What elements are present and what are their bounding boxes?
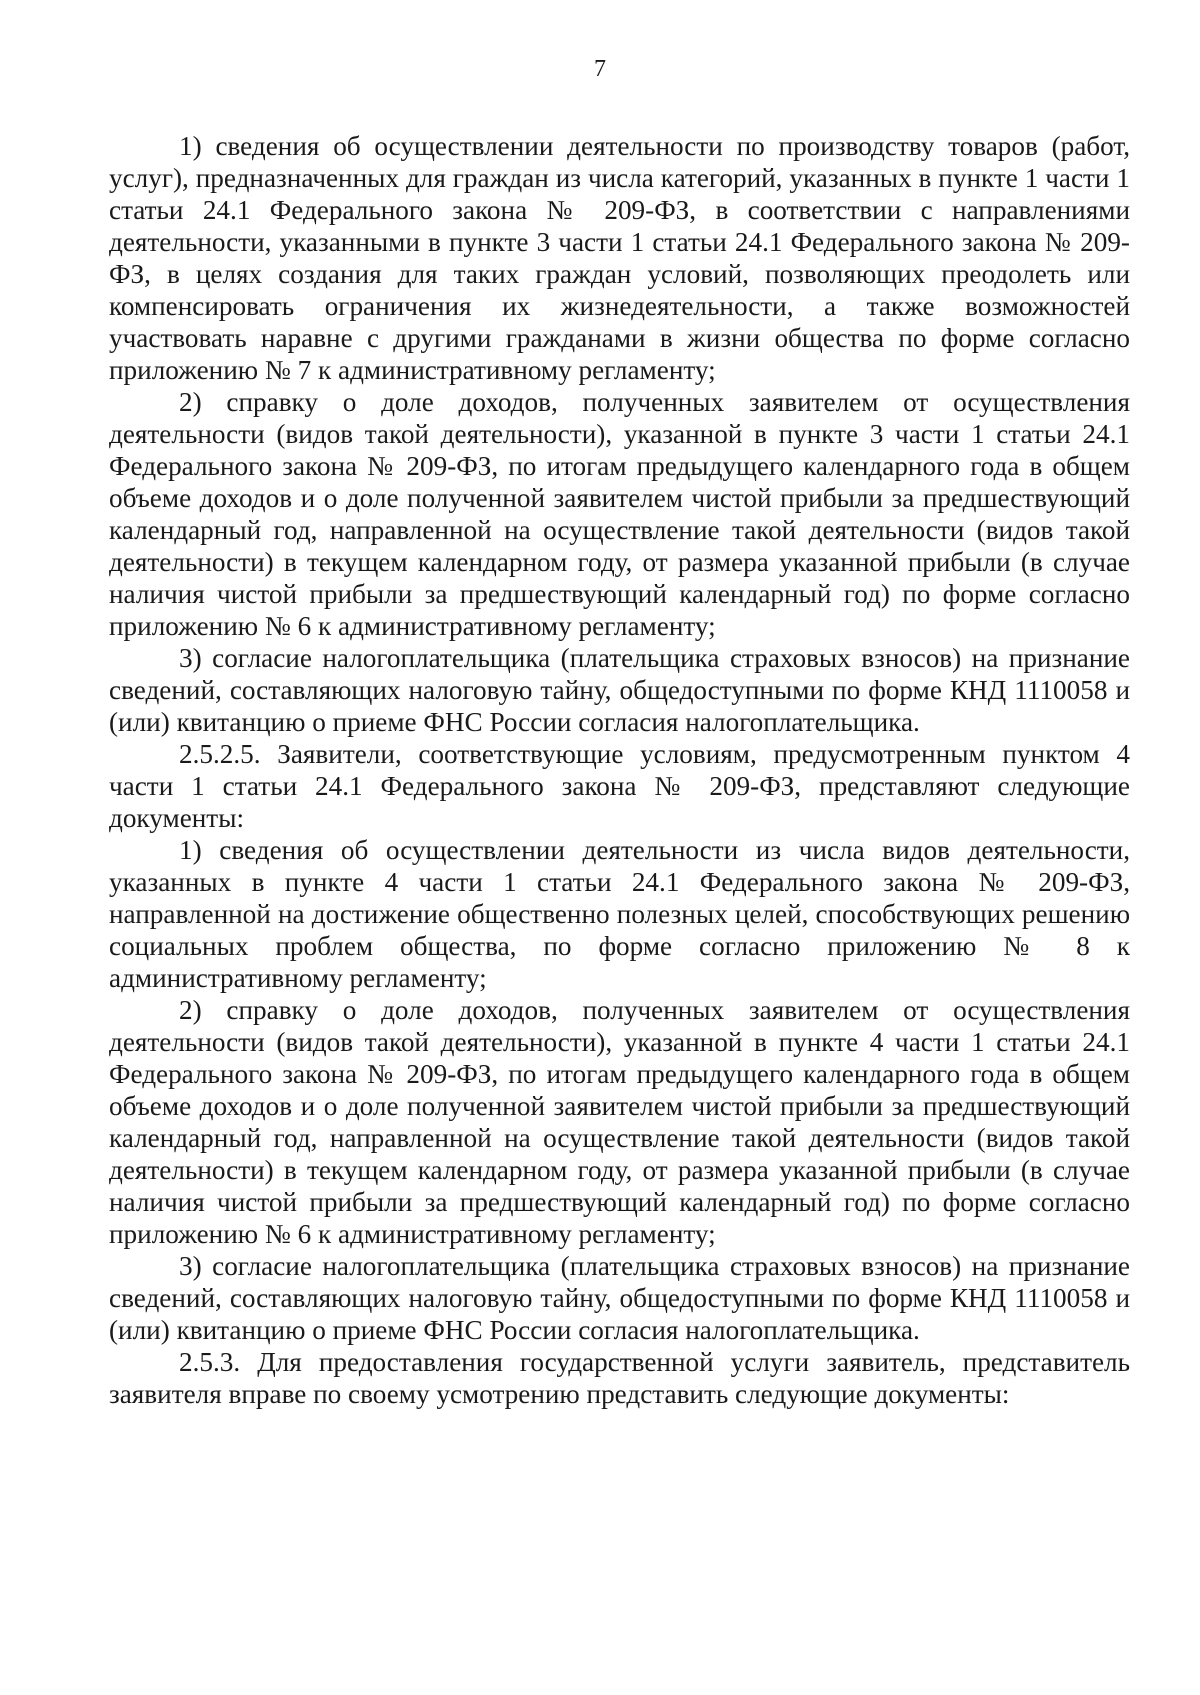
paragraph-section-2-5-3: 2.5.3. Для предоставления государственной услуги заявитель, представитель заявителя вправе по своему усмотрению представить следующие документы: bbox=[109, 1347, 1130, 1409]
paragraph-item-1-info-production: 1) сведения об осуществлении деятельности по производству товаров (работ, услуг), предназначенных для граждан из числа категорий, указанных в пункте 1 части 1 статьи 24.1 Федерального закона № 209-ФЗ, в соответствии с направлениями деятельности, указанными в пункте 3 части 1 статьи 24.1 Федерального закона № 209-ФЗ, в целях создания для таких граждан условий, позволяющих преодолеть или компенсировать ограничения их жизнедеятельности, а также возможностей участвовать наравне с другими гражданами в жизни общества по форме согласно приложению № 7 к административному регламенту; bbox=[109, 131, 1130, 385]
paragraph-item-2-income-certificate: 2) справку о доле доходов, полученных заявителем от осуществления деятельности (видов такой деятельности), указанной в пункте 3 части 1 статьи 24.1 Федерального закона № 209-ФЗ, по итогам предыдущего календарного года в общем объеме доходов и о доле полученной заявителем чистой прибыли за предшествующий календарный год, направленной на осуществление такой деятельности (видов такой деятельности) в текущем календарном году, от размера указанной прибыли (в случае наличия чистой прибыли за предшествующий календарный год) по форме согласно приложению № 6 к административному регламенту; bbox=[109, 387, 1130, 641]
paragraph-section-2-5-2-5: 2.5.2.5. Заявители, соответствующие условиям, предусмотренным пунктом 4 части 1 статьи 24.1 Федерального закона № 209-ФЗ, представляют следующие документы: bbox=[109, 739, 1130, 833]
document-body bbox=[109, 130, 1130, 1410]
paragraph-item-2-income-certificate-point-4: 2) справку о доле доходов, полученных заявителем от осуществления деятельности (видов такой деятельности), указанной в пункте 4 части 1 статьи 24.1 Федерального закона № 209-ФЗ, по итогам предыдущего календарного года в общем объеме доходов и о доле полученной заявителем чистой прибыли за предшествующий календарный год, направленной на осуществление такой деятельности (видов такой деятельности) в текущем календарном году, от размера указанной прибыли (в случае наличия чистой прибыли за предшествующий календарный год) по форме согласно приложению № 6 к административному регламенту; bbox=[109, 995, 1130, 1249]
paragraph-item-3-taxpayer-consent-point-4: 3) согласие налогоплательщика (плательщика страховых взносов) на признание сведений, составляющих налоговую тайну, общедоступными по форме КНД 1110058 и (или) квитанцию о приеме ФНС России согласия налогоплательщика. bbox=[109, 1251, 1130, 1345]
page-number: 7 bbox=[594, 56, 606, 82]
paragraph-item-3-taxpayer-consent: 3) согласие налогоплательщика (плательщика страховых взносов) на признание сведений, составляющих налоговую тайну, общедоступными по форме КНД 1110058 и (или) квитанцию о приеме ФНС России согласия налогоплательщика. bbox=[109, 643, 1130, 737]
paragraph-item-1-info-social-activity: 1) сведения об осуществлении деятельности из числа видов деятельности, указанных в пункте 4 части 1 статьи 24.1 Федерального закона № 209-ФЗ, направленной на достижение общественно полезных целей, способствующих решению социальных проблем общества, по форме согласно приложению № 8 к административному регламенту; bbox=[109, 835, 1130, 993]
